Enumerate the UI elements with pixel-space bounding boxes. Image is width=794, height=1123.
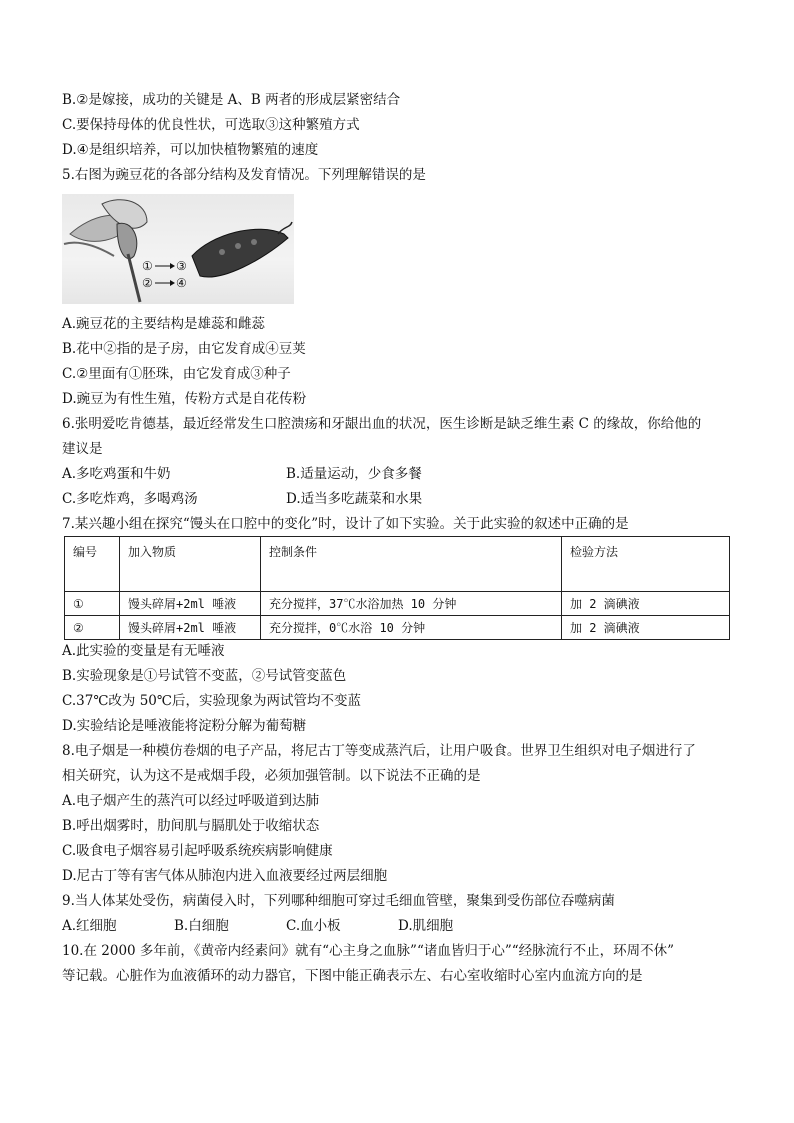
arrowhead xyxy=(170,280,175,286)
seed-dot xyxy=(235,243,241,249)
q7-option-b: B.实验现象是①号试管不变蓝，②号试管变蓝色 xyxy=(62,668,347,684)
q6-stem-line2: 建议是 xyxy=(62,441,103,457)
q6-option-d: D.适当多吃蔬菜和水果 xyxy=(286,491,423,507)
q5-option-c: C.②里面有①胚珠，由它发育成③种子 xyxy=(62,366,291,382)
table-cell: 加 2 滴碘液 xyxy=(562,592,730,616)
q6-stem-line1: 6.张明爱吃肯德基，最近经常发生口腔溃疡和牙龈出血的状况，医生诊断是缺乏维生素 C 的缘故，你给他的 xyxy=(62,416,702,432)
q8-stem-line2: 相关研究，认为这不是戒烟手段，必须加强管制。以下说法不正确的是 xyxy=(62,768,481,784)
table-cell: 加 2 滴碘液 xyxy=(562,616,730,640)
q5-option-a: A.豌豆花的主要结构是雄蕊和雌蕊 xyxy=(62,316,266,332)
q9-option-c: C.血小板 xyxy=(286,918,341,934)
q6-option-a: A.多吃鸡蛋和牛奶 xyxy=(62,466,171,482)
pea-flower-illustration xyxy=(62,194,294,304)
q10-stem-line1: 10.在 2000 多年前，《黄帝内经素问》就有“心主身之血脉”“诸血皆归于心”“经脉流行不止，环周不休” xyxy=(62,943,675,959)
q5-option-b: B.花中②指的是子房，由它发育成④豆荚 xyxy=(62,341,306,357)
flower-stem xyxy=(128,254,140,302)
seed-dot xyxy=(219,249,225,255)
label-4: ④ xyxy=(176,276,187,290)
q5-option-d: D.豌豆为有性生殖，传粉方式是自花传粉 xyxy=(62,391,307,407)
q8-option-c: C.吸食电子烟容易引起呼吸系统疾病影响健康 xyxy=(62,843,333,859)
label-1: ① xyxy=(142,259,153,273)
q8-stem-line1: 8.电子烟是一种模仿卷烟的电子产品，将尼古丁等变成蒸汽后，让用户吸食。世界卫生组织对电子烟进行了 xyxy=(62,743,696,759)
experiment-table xyxy=(64,536,730,640)
q7-option-c: C.37℃改为 50℃后，实验现象为两试管均不变蓝 xyxy=(62,693,361,709)
table-row xyxy=(65,616,730,640)
table-cell: ① xyxy=(65,592,120,616)
label-3: ③ xyxy=(176,259,187,273)
seed-dot xyxy=(251,239,257,245)
q8-option-d: D.尼古丁等有害气体从肺泡内进入血液要经过两层细胞 xyxy=(62,868,388,884)
q5-stem: 5.右图为豌豆花的各部分结构及发育情况。下列理解错误的是 xyxy=(62,167,426,183)
q9-option-a: A.红细胞 xyxy=(62,918,117,934)
pea-flower-figure xyxy=(62,194,294,304)
q7-stem: 7.某兴趣小组在探究“馒头在口腔中的变化”时，设计了如下实验。关于此实验的叙述中正确的是 xyxy=(62,516,629,532)
table-row xyxy=(65,592,730,616)
table-cell: ② xyxy=(65,616,120,640)
header-cell-condition: 控制条件 xyxy=(261,537,562,592)
label-2: ② xyxy=(142,276,153,290)
table-cell: 充分搅拌，0℃水浴 10 分钟 xyxy=(261,616,562,640)
q8-option-b: B.呼出烟雾时，肋间肌与膈肌处于收缩状态 xyxy=(62,818,320,834)
q4-option-d: D.④是组织培养，可以加快植物繁殖的速度 xyxy=(62,142,319,158)
q4-option-b: B.②是嫁接，成功的关键是 A、B 两者的形成层紧密结合 xyxy=(62,92,401,108)
q10-stem-line2: 等记载。心脏作为血液循环的动力器官，下图中能正确表示左、右心室收缩时心室内血流方向的是 xyxy=(62,968,643,984)
q9-option-d: D.肌细胞 xyxy=(398,918,454,934)
q9-option-b: B.白细胞 xyxy=(174,918,229,934)
table-cell: 馒头碎屑+2ml 唾液 xyxy=(120,592,261,616)
q6-option-c: C.多吃炸鸡，多喝鸡汤 xyxy=(62,491,198,507)
table-cell: 充分搅拌，37℃水浴加热 10 分钟 xyxy=(261,592,562,616)
table-cell: 馒头碎屑+2ml 唾液 xyxy=(120,616,261,640)
sepal-line xyxy=(64,243,114,256)
table-header-row xyxy=(65,537,730,592)
header-cell-method: 检验方法 xyxy=(562,537,730,592)
pea-pod-shape xyxy=(192,229,288,277)
pod-tip xyxy=(278,222,292,234)
header-cell-number: 编号 xyxy=(65,537,120,592)
q8-option-a: A.电子烟产生的蒸汽可以经过呼吸道到达肺 xyxy=(62,793,320,809)
q7-option-a: A.此实验的变量是有无唾液 xyxy=(62,643,225,659)
header-cell-substance: 加入物质 xyxy=(120,537,261,592)
arrowhead xyxy=(170,263,175,269)
q6-option-b: B.适量运动，少食多餐 xyxy=(286,466,422,482)
q4-option-c: C.要保持母体的优良性状，可选取③这种繁殖方式 xyxy=(62,117,360,133)
q7-option-d: D.实验结论是唾液能将淀粉分解为葡萄糖 xyxy=(62,718,307,734)
q9-stem: 9.当人体某处受伤，病菌侵入时，下列哪种细胞可穿过毛细血管壁，聚集到受伤部位吞噬病菌 xyxy=(62,893,615,909)
